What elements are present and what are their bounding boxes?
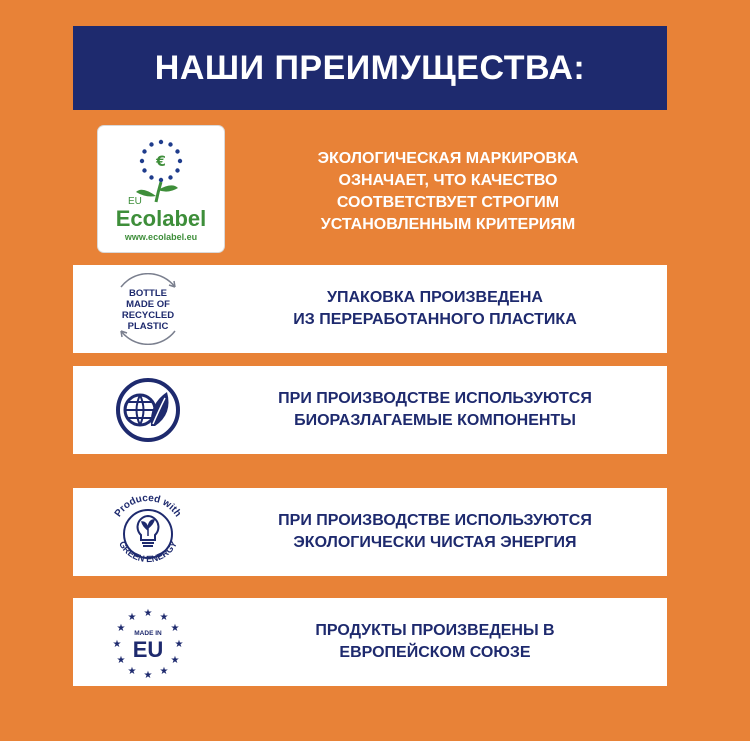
svg-text:MADE IN: MADE IN (134, 630, 162, 637)
svg-text:EU: EU (132, 637, 164, 662)
svg-text:MADE OF: MADE OF (126, 299, 170, 310)
svg-text:€: € (156, 154, 166, 170)
svg-text:★: ★ (170, 623, 180, 634)
ecolabel-row (73, 124, 667, 252)
page-title: НАШИ ПРЕИМУЩЕСТВА: (154, 48, 586, 87)
svg-text:★: ★ (159, 666, 169, 677)
svg-text:EU: EU (128, 196, 142, 207)
globe-leaf-icon (103, 374, 193, 446)
feature-card-made-in-eu (73, 598, 667, 686)
svg-text:Produced with: Produced with (112, 492, 184, 520)
feature-card-biodegradable (73, 366, 667, 454)
svg-text:★: ★ (170, 655, 180, 666)
svg-text:★: ★ (127, 666, 137, 677)
svg-text:★: ★ (143, 670, 153, 681)
header-banner (73, 26, 667, 110)
ecolabel-description: ЭКОЛОГИЧЕСКАЯ МАРКИРОВКА ОЗНАЧАЕТ, ЧТО КАЧЕСТВО СООТВЕТСТВУЕТ СТРОГИМ УСТАНОВЛЕННЫМ КРИТЕРИЯМ (317, 150, 579, 233)
feature-text-green-energy: ПРИ ПРОИЗВОДСТВЕ ИСПОЛЬЗУЮТСЯ ЭКОЛОГИЧЕСКИ ЧИСТАЯ ЭНЕРГИЯ (278, 512, 592, 551)
feature-text-biodegradable: ПРИ ПРОИЗВОДСТВЕ ИСПОЛЬЗУЮТСЯ БИОРАЗЛАГАЕМЫЕ КОМПОНЕНТЫ (278, 390, 592, 429)
svg-text:★: ★ (116, 655, 126, 666)
svg-text:BOTTLE: BOTTLE (129, 288, 167, 299)
green-energy-bulb-icon (103, 492, 193, 568)
svg-text:★: ★ (159, 612, 169, 623)
feature-card-recycled (73, 265, 667, 353)
svg-text:PLASTIC: PLASTIC (127, 321, 169, 332)
svg-text:Ecolabel: Ecolabel (115, 206, 207, 231)
svg-text:★: ★ (116, 623, 126, 634)
eu-ecolabel-logo (98, 126, 224, 252)
svg-text:GREEN ENERGY: GREEN ENERGY (117, 539, 179, 565)
feature-text-made-in-eu: ПРОДУКТЫ ПРОИЗВЕДЕНЫ В ЕВРОПЕЙСКОМ СОЮЗЕ (315, 622, 555, 661)
svg-text:★: ★ (143, 608, 153, 619)
svg-text:★: ★ (112, 639, 122, 650)
svg-text:www.ecolabel.eu: www.ecolabel.eu (124, 232, 198, 242)
svg-text:★: ★ (174, 639, 184, 650)
feature-card-green-energy (73, 488, 667, 576)
svg-text:RECYCLED: RECYCLED (121, 310, 175, 321)
made-in-eu-icon (103, 606, 193, 681)
svg-text:★: ★ (127, 612, 137, 623)
feature-text-recycled: УПАКОВКА ПРОИЗВЕДЕНА ИЗ ПЕРЕРАБОТАННОГО ПЛАСТИКА (293, 289, 577, 328)
recycled-bottle-icon (103, 273, 193, 345)
